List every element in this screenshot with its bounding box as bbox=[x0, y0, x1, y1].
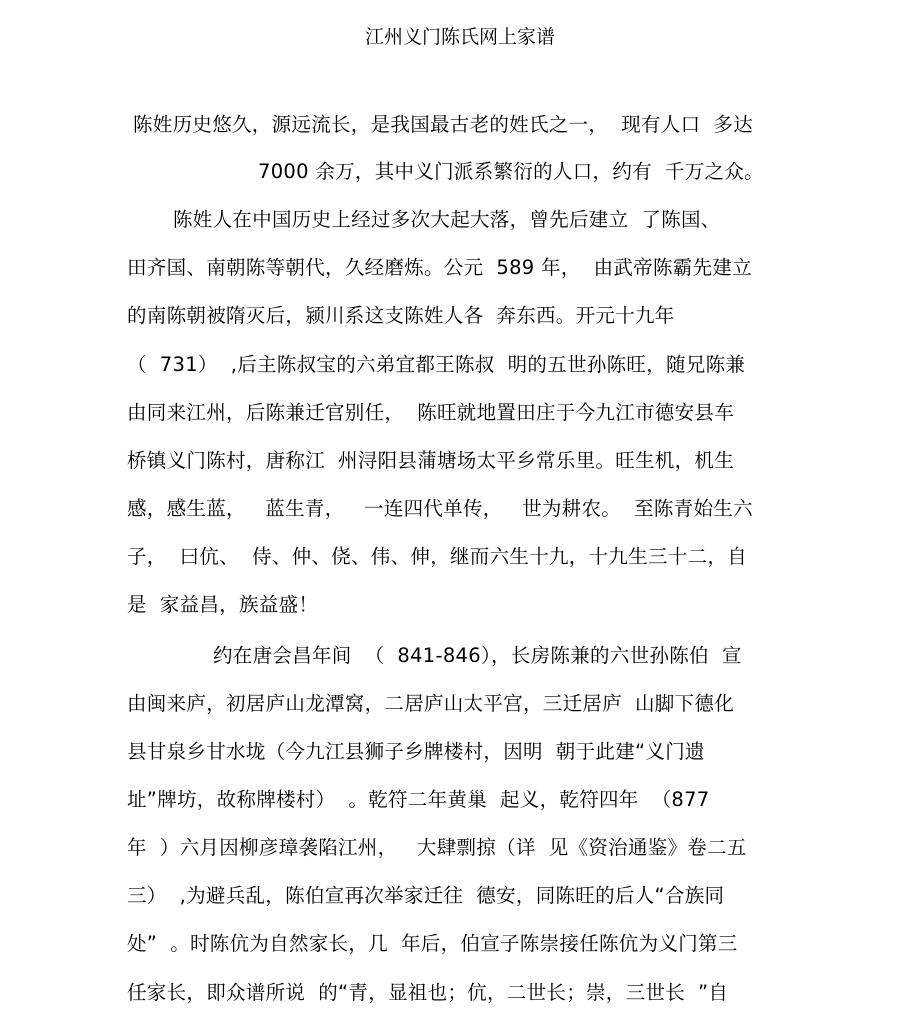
text-line: 处” 。时陈伉为自然家长，几 年后，伯宣子陈崇接任陈伉为义门第三 bbox=[127, 932, 738, 955]
text-line: 的南陈朝被隋灭后，颍川系这支陈姓人各 奔东西。开元十九年 bbox=[127, 304, 675, 327]
text-line: 年 ）六月因柳彦璋袭陷江州， 大肆剽掠（详 见《资治通鉴》卷二五 bbox=[127, 836, 747, 859]
text-line: 县甘泉乡甘水垅（今九江县狮子乡牌楼村，因明 朝于此建“义门遗 bbox=[127, 740, 705, 763]
document-title: 江州义门陈氏网上家谱 bbox=[364, 26, 555, 48]
text-line: 由闽来庐，初居庐山龙潭窝，二居庐山太平宫，三迁居庐 山脚下德化 bbox=[127, 692, 734, 715]
text-line: （ 731） ,后主陈叔宝的六弟宜都王陈叔 明的五世孙陈旺，随兄陈兼 bbox=[127, 353, 746, 376]
text-line: 田齐国、南朝陈等朝代，久经磨炼。公元 589 年， 由武帝陈霸先建立 bbox=[127, 256, 753, 279]
text-line: 桥镇义门陈村，唐称江 州浔阳县蒲塘场太平乡常乐里。旺生机，机生 bbox=[127, 449, 734, 472]
text-line: 陈姓历史悠久，源远流长，是我国最古老的姓氏之一， 现有人口 多达 bbox=[133, 113, 753, 136]
text-line: 7000 余万，其中义门派系繁衍的人口，约有 千万之众。 bbox=[258, 160, 764, 183]
text-line: 子， 曰伉、 侍、仲、侥、伟、伸，继而六生十九，十九生三十二，自 bbox=[127, 545, 747, 568]
text-line: 任家长，即众谱所说 的“青，显祖也；伉，二世长；崇，三世长 ”自 bbox=[127, 981, 729, 1004]
text-line: 陈姓人在中国历史上经过多次大起大落，曾先后建立 了陈国、 bbox=[173, 208, 721, 231]
text-line: 感，感生蓝， 蓝生青， 一连四代单传， 世为耕农。 至陈青始生六 bbox=[127, 497, 753, 520]
text-line: 址”牌坊，故称牌楼村） 。乾符二年黄巢 起义，乾符四年 （877 bbox=[127, 788, 710, 811]
text-line: 约在唐会昌年间 （ 841-846），长房陈兼的六世孙陈伯 宣 bbox=[213, 644, 742, 667]
text-line: 是 家益昌，族益盛！ bbox=[127, 593, 319, 616]
text-line: 三） ,为避兵乱，陈伯宣再次举家迁往 德安，同陈旺的后人“合族同 bbox=[127, 884, 725, 907]
text-line: 由同来江州，后陈兼迁官别任， 陈旺就地置田庄于今九江市德安县车 bbox=[127, 401, 734, 424]
